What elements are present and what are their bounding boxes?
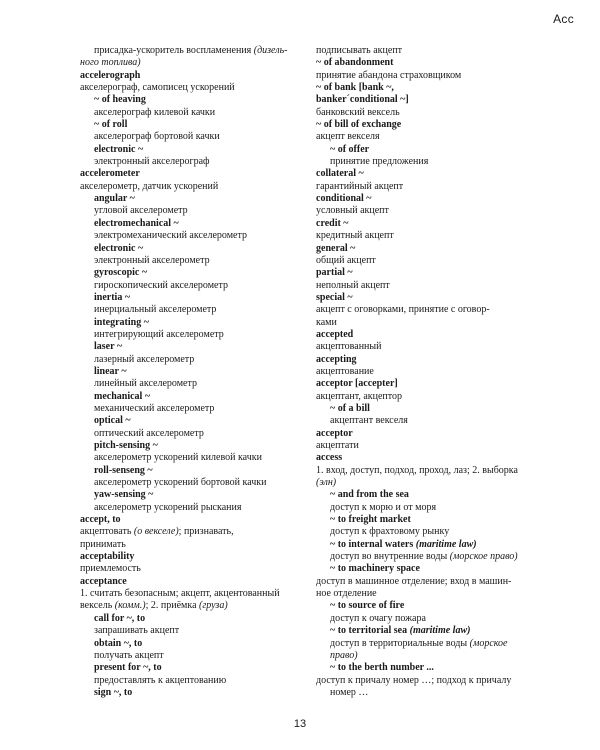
running-head: Acc <box>553 12 574 26</box>
definition-text: условный акцепт <box>316 205 389 217</box>
definition-text: подписывать акцепт <box>316 45 403 56</box>
dictionary-headword <box>80 687 312 699</box>
headword-text: electromechanical ~ <box>94 217 179 229</box>
headword-text: ~ to the berth number ... <box>330 662 434 674</box>
definition-text: присадка-ускоритель воспламенения <box>94 45 252 56</box>
headword-text: accelerograph <box>80 69 141 81</box>
definition-text: акцепт с оговорками, принятие с оговор- <box>316 304 490 316</box>
headword-text: accept, to <box>80 514 121 526</box>
definition-text: акселерометр ускорений килевой качки <box>94 452 262 464</box>
dictionary-definition <box>80 205 312 217</box>
definition-text: банковский вексель <box>316 106 400 118</box>
page-number: 13 <box>293 718 307 730</box>
definition-text: угловой акселерометр <box>94 205 188 217</box>
definition-text: оптический акселерометр <box>94 427 204 439</box>
headword-text: ~ of bank [bank ~, <box>316 82 394 94</box>
dictionary-headword <box>80 193 312 205</box>
definition-text: 1. вход, доступ, подход, проход, лаз; 2. выборка <box>316 464 518 476</box>
definition-text: акцептант, акцептор <box>316 390 403 402</box>
dictionary-definition <box>80 600 312 612</box>
dictionary-definition <box>80 354 312 366</box>
headword-text: electronic ~ <box>94 242 144 254</box>
dictionary-headword <box>80 243 312 255</box>
headword-text: acceptor [accepter] <box>316 378 398 390</box>
dictionary-headword <box>80 267 312 279</box>
headword-text: call for ~, to <box>94 612 146 624</box>
definition-text: доступ в территориальные воды <box>330 637 468 649</box>
dictionary-headword <box>316 403 548 415</box>
dictionary-definition <box>80 304 312 316</box>
dictionary-headword <box>316 57 548 69</box>
dictionary-headword <box>80 391 312 403</box>
definition-text: приемлемость <box>80 563 141 575</box>
dictionary-definition <box>80 563 312 575</box>
definition-text: акселерограф бортовой качки <box>94 131 220 143</box>
left-column <box>80 45 312 699</box>
usage-label: (груза) <box>199 600 228 612</box>
headword-text: access <box>316 452 343 464</box>
headword-text: acceptor <box>316 427 353 439</box>
dictionary-definition <box>80 403 312 415</box>
definition-text: электронный акселерометр <box>94 254 210 266</box>
dictionary-definition <box>316 205 548 217</box>
definition-text: акцептант векселя <box>330 415 408 427</box>
dictionary-headword <box>316 94 548 106</box>
dictionary-definition <box>316 687 548 699</box>
definition-text: инерциальный акселерометр <box>94 304 217 316</box>
dictionary-definition <box>80 107 312 119</box>
definition-text: лазерный акселерометр <box>94 353 195 365</box>
dictionary-headword <box>316 218 548 230</box>
dictionary-definition <box>316 317 548 329</box>
headword-text: conditional ~ <box>316 193 372 205</box>
headword-text: banker´conditional ~] <box>316 94 409 106</box>
dictionary-headword <box>316 600 548 612</box>
headword-text: special ~ <box>316 291 353 303</box>
dictionary-definition <box>80 156 312 168</box>
dictionary-headword <box>80 514 312 526</box>
dictionary-headword <box>316 243 548 255</box>
definition-text: ; 2. приёмка <box>145 600 200 612</box>
dictionary-definition <box>316 391 548 403</box>
dictionary-definition <box>80 502 312 514</box>
dictionary-headword <box>80 366 312 378</box>
dictionary-definition <box>316 341 548 353</box>
dictionary-definition <box>80 45 312 57</box>
dictionary-definition <box>316 526 548 538</box>
definition-text: гарантийный акцепт <box>316 180 404 192</box>
definition-text: предоставлять к акцептованию <box>94 674 227 686</box>
dictionary-definition <box>316 613 548 625</box>
headword-text: mechanical ~ <box>94 390 151 402</box>
definition-text: интегрирующий акселерометр <box>94 328 224 340</box>
headword-text: accepted <box>316 328 354 340</box>
dictionary-definition <box>316 675 548 687</box>
headword-text: acceptability <box>80 551 135 563</box>
headword-text: partial ~ <box>316 267 353 279</box>
dictionary-definition <box>316 588 548 600</box>
dictionary-headword <box>316 452 548 464</box>
definition-text: общий акцепт <box>316 254 376 266</box>
definition-text: доступ к фрахтовому рынку <box>330 526 450 538</box>
dictionary-definition <box>316 477 548 489</box>
dictionary-definition <box>316 465 548 477</box>
headword-text: ~ to source of fire <box>330 600 405 612</box>
dictionary-headword <box>80 440 312 452</box>
right-column <box>316 45 548 699</box>
definition-text: акселерограф, самописец ускорений <box>80 82 235 94</box>
dictionary-headword <box>316 539 548 551</box>
dictionary-headword <box>80 415 312 427</box>
definition-text: доступ к очагу пожара <box>330 612 426 624</box>
headword-text: accepting <box>316 353 357 365</box>
dictionary-headword <box>80 218 312 230</box>
definition-text: кредитный акцепт <box>316 230 394 242</box>
definition-text: номер … <box>330 686 369 698</box>
dictionary-definition <box>80 650 312 662</box>
headword-text: ~ of abandonment <box>316 57 394 69</box>
definition-text: получать акцепт <box>94 649 164 661</box>
definition-text: механический акселерометр <box>94 402 215 414</box>
dictionary-definition <box>80 378 312 390</box>
definition-text: акселерограф килевой качки <box>94 106 216 118</box>
usage-label: (о векселе) <box>131 526 179 538</box>
dictionary-headword <box>316 119 548 131</box>
definition-text: 1. считать безопасным; акцепт, акцентованный <box>80 588 280 600</box>
dictionary-headword <box>316 489 548 501</box>
headword-text: electronic ~ <box>94 143 144 155</box>
definition-text: акселерометр ускорений рыскания <box>94 501 242 513</box>
headword-text: credit ~ <box>316 217 349 229</box>
dictionary-headword <box>316 428 548 440</box>
dictionary-definition <box>316 576 548 588</box>
dictionary-definition <box>316 230 548 242</box>
dictionary-headword <box>80 576 312 588</box>
dictionary-headword <box>80 168 312 180</box>
dictionary-headword <box>80 341 312 353</box>
headword-text: general ~ <box>316 242 356 254</box>
definition-text: запрашивать акцепт <box>94 625 180 637</box>
dictionary-definition <box>80 588 312 600</box>
headword-text: sign ~, to <box>94 686 133 698</box>
definition-text: неполный акцепт <box>316 279 390 291</box>
dictionary-definition <box>316 181 548 193</box>
dictionary-definition <box>80 57 312 69</box>
headword-text: ~ to territorial sea <box>330 625 408 637</box>
definition-text: ками <box>316 316 337 328</box>
dictionary-definition <box>316 551 548 563</box>
usage-label: право) <box>330 649 358 661</box>
dictionary-definition <box>316 502 548 514</box>
dictionary-definition <box>80 131 312 143</box>
definition-text: доступ к морю и от моря <box>330 501 437 513</box>
dictionary-headword <box>316 354 548 366</box>
definition-text: акцептование <box>316 365 374 377</box>
definition-text: акцепт векселя <box>316 131 380 143</box>
definition-text: ное отделение <box>316 588 377 600</box>
dictionary-definition <box>80 452 312 464</box>
headword-text: ~ to freight market <box>330 514 411 526</box>
dictionary-definition <box>316 304 548 316</box>
headword-text: accelerometer <box>80 168 140 180</box>
dictionary-headword <box>80 292 312 304</box>
dictionary-headword <box>80 489 312 501</box>
dictionary-definition <box>80 82 312 94</box>
dictionary-definition <box>316 131 548 143</box>
headword-text: roll-senseng ~ <box>94 464 153 476</box>
dictionary-definition <box>80 675 312 687</box>
headword-text: optical ~ <box>94 415 131 427</box>
dictionary-definition <box>316 107 548 119</box>
definition-text: принимать <box>80 538 126 550</box>
definition-text: линейный акселерометр <box>94 378 197 390</box>
dictionary-definition <box>316 638 548 650</box>
dictionary-definition <box>316 440 548 452</box>
definition-text: вексель <box>80 600 113 612</box>
definition-text: ; признавать, <box>178 526 234 538</box>
definition-text: акселерометр, датчик ускорений <box>80 180 219 192</box>
definition-text: принятие абандона страховщиком <box>316 69 462 81</box>
dictionary-definition <box>80 181 312 193</box>
dictionary-headword <box>316 168 548 180</box>
usage-label: ного топлива) <box>80 57 141 69</box>
headword-text: ~ to machinery space <box>330 563 420 575</box>
headword-text: collateral ~ <box>316 168 364 180</box>
dictionary-definition <box>80 428 312 440</box>
headword-text: ~ of heaving <box>94 94 146 106</box>
dictionary-headword <box>316 563 548 575</box>
dictionary-definition <box>316 70 548 82</box>
dictionary-headword <box>80 94 312 106</box>
dictionary-headword <box>316 292 548 304</box>
dictionary-definition <box>80 526 312 538</box>
headword-text: ~ of a bill <box>330 402 370 414</box>
headword-text: obtain ~, to <box>94 637 143 649</box>
dictionary-definition <box>80 280 312 292</box>
headword-text: ~ of offer <box>330 143 370 155</box>
headword-text: laser ~ <box>94 341 123 353</box>
dictionary-headword <box>80 119 312 131</box>
usage-label: (комм.) <box>112 600 146 612</box>
definition-text: гироскопический акселерометр <box>94 279 228 291</box>
usage-label: (морское <box>467 637 508 649</box>
headword-text: yaw-sensing ~ <box>94 489 154 501</box>
dictionary-headword <box>316 193 548 205</box>
definition-text: акцептати <box>316 440 359 451</box>
definition-text: акцептованный <box>316 341 382 353</box>
headword-text: present for ~, to <box>94 662 162 674</box>
definition-text: акселерометр ускорений бортовой качки <box>94 477 267 489</box>
dictionary-definition <box>316 650 548 662</box>
dictionary-headword <box>316 267 548 279</box>
definition-text: принятие предложения <box>330 156 429 168</box>
headword-text: ~ of roll <box>94 119 128 131</box>
dictionary-headword <box>316 144 548 156</box>
definition-text: доступ к причалу номер …; подход к причалу <box>316 674 512 686</box>
headword-text: ~ of bill of exchange <box>316 119 402 131</box>
dictionary-definition <box>316 415 548 427</box>
dictionary-headword <box>80 144 312 156</box>
headword-text: linear ~ <box>94 365 127 377</box>
dictionary-headword <box>316 329 548 341</box>
headword-text: pitch-sensing ~ <box>94 440 158 451</box>
headword-text: acceptance <box>80 575 127 587</box>
headword-text: angular ~ <box>94 193 135 205</box>
dictionary-headword <box>80 662 312 674</box>
headword-text: ~ to internal waters <box>330 538 414 550</box>
dictionary-definition <box>316 366 548 378</box>
usage-label: (maritime law) <box>413 538 477 550</box>
dictionary-definition <box>80 625 312 637</box>
dictionary-headword <box>316 378 548 390</box>
usage-label: (дизель- <box>251 45 288 56</box>
dictionary-definition <box>80 255 312 267</box>
headword-text: integrating ~ <box>94 316 149 328</box>
headword-text: inertia ~ <box>94 291 131 303</box>
definition-text: доступ во внутренние воды <box>330 551 448 563</box>
dictionary-definition <box>316 45 548 57</box>
dictionary-definition <box>316 156 548 168</box>
dictionary-definition <box>80 329 312 341</box>
dictionary-headword <box>316 662 548 674</box>
definition-text: акцептовать <box>80 526 132 538</box>
definition-text: доступ в машинное отделение; вход в машин- <box>316 575 512 587</box>
headword-text: ~ and from the sea <box>330 489 409 501</box>
dictionary-headword <box>80 317 312 329</box>
dictionary-definition <box>316 280 548 292</box>
usage-label: (элн) <box>316 477 337 489</box>
usage-label: (морское право) <box>447 551 518 563</box>
dictionary-headword <box>80 551 312 563</box>
usage-label: (maritime law) <box>407 625 471 637</box>
dictionary-headword <box>80 70 312 82</box>
definition-text: электронный акселерограф <box>94 156 210 168</box>
dictionary-headword <box>80 638 312 650</box>
dictionary-definition <box>80 539 312 551</box>
dictionary-headword <box>316 625 548 637</box>
dictionary-headword <box>80 613 312 625</box>
dictionary-definition <box>80 477 312 489</box>
dictionary-definition <box>316 255 548 267</box>
headword-text: gyroscopic ~ <box>94 267 148 279</box>
dictionary-headword <box>80 465 312 477</box>
dictionary-headword <box>316 82 548 94</box>
definition-text: электромеханический акселерометр <box>94 230 247 242</box>
dictionary-headword <box>316 514 548 526</box>
dictionary-definition <box>80 230 312 242</box>
